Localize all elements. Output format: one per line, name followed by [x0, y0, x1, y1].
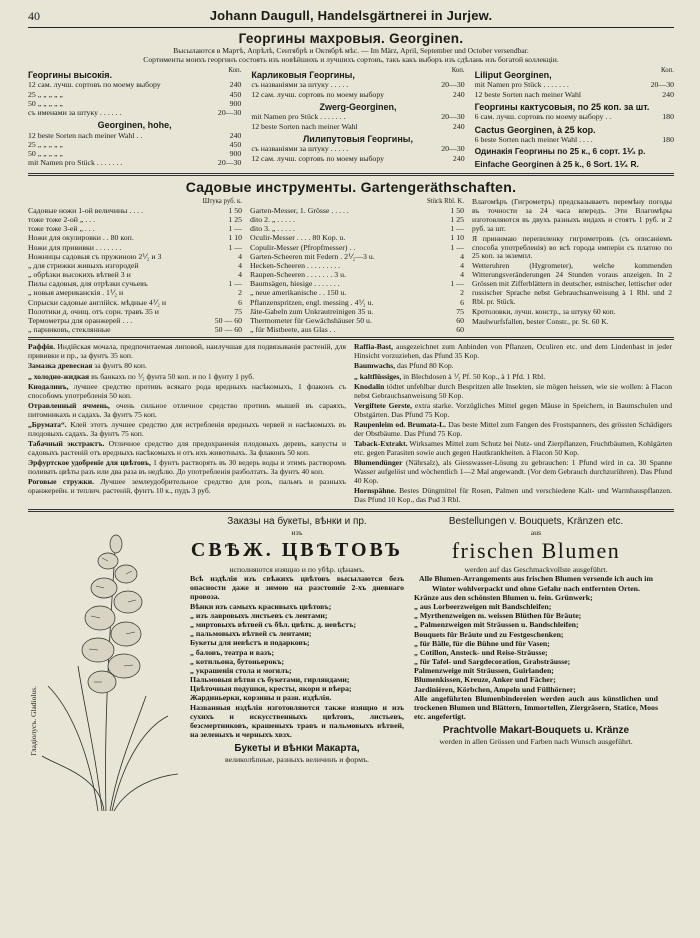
- dahlias-col-2: [251, 67, 464, 170]
- tool-ru-row: [28, 270, 242, 279]
- tool-de-row: [250, 288, 464, 297]
- tool-de-row: [250, 307, 464, 316]
- misc-ru-item: [28, 478, 346, 496]
- tool-de-row-label: „ neue amerikanische . . 150 u.: [250, 288, 347, 298]
- tool-de-row-value: 1 50: [450, 205, 464, 215]
- misc-de-item-text: ausgezeichnet zum Anbinden von Pflanzen, Oculiren etc. und dem Lindenbast in jeder Hinsicht vorzuziehen, das Pfund 35 Kop.: [354, 342, 672, 361]
- tool-ru-row-value: 6: [238, 297, 242, 307]
- misc-de-item: [354, 459, 672, 486]
- tool-de-row: [250, 233, 464, 242]
- tool-de-row-label: Raupen-Scheeren . . . . . . . 3 u.: [250, 270, 346, 280]
- misc-ru-item-text: лучшее средство противъ всякаго рода вредныхъ насѣкомыхъ, 1 флаконъ съ способомъ употребленія 50 коп.: [28, 381, 346, 400]
- de-l8: werden in allen Grössen und Farben nach Wunsch ausgeführt.: [439, 737, 633, 747]
- misc-de-item-title: Vergiftete Gerste,: [354, 400, 413, 410]
- dwarf-ru-row-value: 240: [452, 89, 465, 99]
- misc-ru-item-title: Кнодалинъ,: [28, 381, 69, 391]
- misc-de-item-title: Baumwachs,: [354, 361, 396, 371]
- misc-ru-item-text: Индійская мочала, предпочитаемая липовой, наилучшая для подвязыванія растеній, для прививки и пр., за фунтъ 35 коп.: [28, 342, 346, 361]
- tool-ru-row-value: 1 25: [228, 214, 242, 224]
- misc-de-item: [354, 440, 672, 458]
- tool-de-row-value: 2: [460, 288, 464, 298]
- tool-de-row-label: Oculir-Messer . . . . 80 Kop. u.: [250, 233, 346, 243]
- dahlias-intro-2: Сортименты моихъ георгинъ состоять изъ новѣйшихъ и лучшихъ сортовъ, такъ какъ выборъ изъ сдѣлань изъ богатой коллекціи.: [143, 54, 559, 64]
- dwarf-ru-row-label: 12 сам. лучш. сортовъ по моему выбору: [251, 89, 385, 99]
- tall-title: Георгины высокія.: [28, 69, 113, 80]
- de-offer-line: „ Palmenzweigen mit Sträussen u. Bandschleifen;: [414, 620, 579, 630]
- hohe-row: [28, 149, 241, 158]
- dwarf-ru-row-label: съ названіями за штуку . . . . .: [251, 80, 349, 90]
- tools-c2-head: Stück Rbl. K.: [426, 197, 464, 205]
- misc-de-item: [354, 362, 672, 371]
- misc-de-item-title: Hornspähne.: [354, 486, 396, 496]
- dahlias-intro-1: Высылаются в Мартѣ, Апрѣлѣ, Сентябрѣ и Октябрѣ мѣс. — Im März, April, September und October versendbar.: [173, 45, 529, 55]
- tool-de-row-value: 4: [460, 270, 464, 280]
- tool-ru-row-label: Спрыски садовые англійск. мѣдные 4⅟₂ и: [28, 297, 167, 307]
- single-ru: Одинакія Георгины по 25 к., 6 сорт. 1⅟₄ р.: [474, 146, 646, 157]
- ru-offer-line: „ миртовыхъ вѣтвей съ бѣл. цвѣтк. д. невѣстъ;: [190, 619, 357, 629]
- misc-ru-item-title: Отравленный ячмень,: [28, 400, 110, 410]
- dahlias-columns: [28, 67, 674, 170]
- lilliput-ru-title: Лилипутовыя Георгины,: [302, 133, 413, 144]
- tool-ru-row-value: 50 — 60: [214, 325, 242, 335]
- tool-de-row-label: Pflanzenspritzen, engl. messing . 4⅟₂ u.: [250, 297, 374, 307]
- tool-de-row-label: Copulir-Messer (Pfropfmesser) . .: [250, 242, 356, 252]
- ru-offer-line: „ украшенія стола и могилъ;: [190, 665, 292, 675]
- tool-de-row-label: „ für Mistbeete, aus Glas . .: [250, 325, 336, 335]
- tool-ru-row-value: 1 —: [228, 279, 242, 289]
- tool-de-row-label: Garten-Scheeren mit Federn . 2⅟₂—3 u.: [250, 251, 375, 261]
- tool-de-row-value: 4: [460, 260, 464, 270]
- de-l6: Alle angeführten Blumenbindereien werden auch aus künstlichen und trockenen Blumen und Blättern, Immortellen, Ziergräsern, Statice, Moos etc. angefertigt.: [414, 693, 658, 722]
- de-offer-line: Palmenzweige mit Sträussen, Guirlanden;: [414, 666, 554, 676]
- zwerg-row: [251, 122, 464, 131]
- flowers-section: [28, 516, 674, 816]
- tool-ru-row-label: Садовые ножи 1-ой величины . . . .: [28, 205, 144, 215]
- tools-col-2: [250, 198, 464, 335]
- tool-de-row: [250, 316, 464, 325]
- hohe-title: Georginen, hohe,: [97, 120, 172, 131]
- misc-ru-item: [28, 421, 346, 439]
- misc-de-item-text: extra starke. Vorzügliches Mittel gegen Mäuse in Speichern, in Baumschulen und Obstgärten. Das Pfund 75 Kop.: [354, 400, 673, 419]
- cactus-ru-value: 180: [662, 112, 674, 122]
- ru-offer-line: „ пальмовыхъ вѣтвей съ лентами;: [190, 629, 312, 639]
- lilliput-kop: Коп.: [661, 66, 674, 74]
- misc-ru-item-text: за фунтъ 80 коп.: [92, 361, 147, 371]
- hohe-row-label: 12 beste Sorten nach meiner Wahl . .: [28, 130, 143, 140]
- tall-row-label: 50 „ „ „ „ „: [28, 98, 63, 108]
- tool-ru-row-value: 4: [238, 251, 242, 261]
- tall-row-value: 20—30: [217, 108, 242, 117]
- tool-ru-row-label: Ножи для прививки . . . . . . .: [28, 242, 122, 252]
- tool-de-row: [250, 224, 464, 233]
- tool-ru-row-value: 2: [238, 288, 242, 298]
- lilliput-ru-row-value: 240: [452, 153, 465, 163]
- zwerg-row-value: 20—30: [441, 112, 465, 122]
- tool-ru-row: [28, 307, 242, 316]
- misc-de-item: [354, 343, 672, 361]
- gladiolus-drawing: [28, 516, 186, 816]
- ru-offer-line: Пальмовыя вѣтви съ букетами, гирляндами;: [190, 675, 350, 685]
- misc-columns: [28, 343, 674, 506]
- lilliput-row-value: 240: [662, 89, 674, 99]
- tool-de-row-label: Hecken-Scheeren . . . . . . . . .: [250, 260, 341, 270]
- divider-1: [28, 173, 674, 176]
- tool-de-row: [250, 215, 464, 224]
- tall-kop: Коп.: [228, 66, 242, 74]
- misc-de-item-title: Blumendünger: [354, 458, 403, 468]
- tool-ru-row: [28, 252, 242, 261]
- tool-ru-row: [28, 288, 242, 297]
- tool-de-row: [250, 298, 464, 307]
- tool-ru-row-value: 1 50: [228, 205, 242, 215]
- hygrometer-paragraph: Maulwurfsfallen, bester Constr., pr. St. 60 K.: [472, 317, 609, 327]
- ru-l7: Букеты и вѣнки Макарта,: [234, 743, 360, 755]
- tool-ru-row: [28, 233, 242, 242]
- hohe-row-label: 25 „ „ „ „ „: [28, 139, 63, 149]
- tool-de-row-value: 60: [456, 316, 464, 325]
- flowers-ru: [186, 516, 408, 816]
- misc-de-item-title: „ kaltflüssiges,: [354, 371, 402, 381]
- hygrometer-paragraph: Влагомѣръ (Гигрометръ) предсказываетъ перемѣну погоды въ точности за 24 часа впередъ. Эти Влагомѣры изготовляются въ двухъ разныхъ видахъ и стоятъ 1 руб. и 2 руб. за шт.: [472, 196, 672, 233]
- tool-de-row-label: Baumsägen, hiesige . . . . . . .: [250, 279, 340, 289]
- misc-ru-item-text: очень сильное отличное средство противъ мышей въ сараяхъ, питомникахъ и садахъ. За фунтъ 75 коп.: [28, 400, 347, 419]
- zwerg-row-label: mit Namen pro Stück . . . . . . .: [251, 112, 346, 122]
- tool-de-row-value: 1 —: [450, 242, 464, 252]
- tool-ru-row: [28, 316, 242, 325]
- de-offer-line: „ aus Lorbeerzweigen mit Bandschleifen;: [414, 601, 552, 611]
- tool-ru-row-label: Ножи для окулировки . . 80 коп.: [28, 233, 134, 243]
- tool-ru-row-value: 4: [238, 270, 242, 280]
- tall-row-label: 12 сам. лучш. сортовъ по моему выбору: [28, 80, 161, 90]
- ru-l1: Заказы на букеты, вѣнки и пр.: [227, 516, 367, 528]
- misc-de-item-text: Wirksames Mittel zum Schutz bei Nutz- und Zierpflanzen, Fruchtbäumen, Kohlgärten etc. gegen Parasiten sowie auch gegen Hautkrankheiten. à Flacon 50 Kop.: [354, 439, 672, 457]
- tool-ru-row: [28, 206, 242, 215]
- tool-ru-row-label: тоже тоже 3-ей „ . . .: [28, 224, 95, 234]
- tool-ru-row: [28, 261, 242, 270]
- tool-ru-row-value: 1 —: [228, 242, 242, 252]
- tool-de-row-value: 6: [460, 297, 464, 307]
- tool-de-row-value: 4: [460, 251, 464, 261]
- hohe-row-label: mit Namen pro Stück . . . . . . .: [28, 158, 123, 168]
- gladiolus-illustration: [28, 516, 186, 816]
- tool-ru-row-label: „ обрѣзки высокихъ вѣтвей 3 и: [28, 270, 131, 280]
- tall-row: [28, 90, 241, 99]
- single-de: Einfache Georginen à 25 k., 6 Sort. 1⅟₄ R.: [474, 159, 639, 170]
- misc-ru-item-text: Клей этотъ лучшее средство для истребленія вредныхъ червей и насѣкомыхъ въ плодовыхъ садахъ. За фунтъ 75 коп.: [28, 419, 346, 438]
- misc-right: [354, 343, 672, 506]
- lilliput-ru-row: [251, 154, 464, 163]
- divider-3: [28, 509, 674, 512]
- misc-de-item: [354, 402, 672, 420]
- page-number: 40: [28, 9, 40, 23]
- ru-offer-line: „ котильона, бутоньерокъ;: [190, 656, 285, 666]
- dahlias-col-3: [475, 67, 674, 170]
- lilliput-ru-row: [251, 144, 464, 153]
- misc-ru-item-text: въ банкахъ по ⅟₂ фунта 50 коп. и по 1 фунту 1 руб.: [89, 371, 254, 381]
- zwerg-row-value: 240: [452, 121, 465, 131]
- misc-de-item-text: tödtet unfehlbar durch Bespritzen alle Insekten, sie mögen heissen, wie sie wollen: à Flacon nebst Gebrauchsanweisung 50 Kop.: [354, 381, 672, 400]
- cactus-value: 180: [662, 135, 674, 145]
- de-l3: frischen Blumen: [451, 538, 621, 564]
- zwerg-title: Zwerg-Georginen,: [319, 101, 397, 112]
- tool-de-row: [250, 279, 464, 288]
- ru-offer-line: „ изъ лавровыхъ листьевъ съ лентами;: [190, 610, 328, 620]
- misc-ru-item-title: Роговые стружки.: [28, 477, 95, 487]
- zwerg-row: [251, 112, 464, 121]
- dwarf-ru-row: [251, 90, 464, 99]
- tool-de-row-label: Garten-Messer, 1. Grösse . . . . .: [250, 205, 349, 215]
- lilliput-row-label: mit Namen pro Stück . . . . . . .: [474, 80, 569, 90]
- misc-ru-item-title: Эрфуртское удобреніе для цвѣтовъ,: [28, 458, 151, 468]
- tools-title: Садовые инструменты. Gartengeräthschaften.: [185, 179, 517, 196]
- de-l4: werden auf das Geschmackvollste ausgeführt.: [464, 565, 608, 575]
- ru-l4: исполняются изящно и по убѣр. цѣнамъ.: [229, 564, 365, 574]
- de-offer-line: „ Cotillon, Ansteck- und Reise-Sträusse;: [414, 647, 548, 657]
- misc-ru-item: [28, 402, 346, 420]
- de-offer-line: Bouquets für Bräute und zu Festgeschenken;: [414, 629, 564, 639]
- tools-col-1: [28, 198, 242, 335]
- tool-de-row-value: 1 —: [450, 224, 464, 234]
- tool-ru-row-value: 1 10: [228, 233, 242, 243]
- de-offer-line: „ für Bälle, für die Bühne und für Vasen;: [414, 638, 550, 648]
- misc-de-item-text: (Nährsalz), als Giesswasser-Lösung zu gebrauchen: 1 Pfund wird in ca. 30 Spanne Wasser aufgelöst und wöchentlich 1—2 Mal angewandt. (Vor dem Gebrauch durchzurühren). Das Pfund 40 Kop.: [354, 458, 672, 486]
- tool-ru-row-label: Термометры для оранжерей . . .: [28, 316, 133, 325]
- tool-ru-row-label: Пилы садовыя, для отрѣзки сучьевъ: [28, 279, 148, 289]
- cactus-sub: 6 beste Sorten nach meiner Wahl . . . .: [474, 135, 593, 145]
- misc-de-item-text: Bestes Düngmittel für Rosen, Palmen und verschiedene Kalt- und Warmhauspflanzen. Das Pfund 10 Kop., das Pud 3 Rbl.: [354, 486, 672, 505]
- misc-left: [28, 343, 346, 506]
- tool-de-row: [250, 243, 464, 252]
- tool-de-row-value: 75: [456, 306, 464, 316]
- hohe-row: [28, 131, 241, 140]
- tool-de-row-value: 1 —: [450, 279, 464, 289]
- misc-ru-item-title: Замазка древесная: [28, 361, 93, 371]
- zwerg-row-label: 12 beste Sorten nach meiner Wahl: [251, 121, 358, 131]
- de-l7: Prachtvolle Makart-Bouquets u. Kränze: [442, 725, 630, 737]
- flowers-de: [408, 516, 658, 816]
- misc-de-item: [354, 383, 672, 401]
- tall-row-value: 450: [229, 89, 242, 99]
- lilliput-title: Liliput Georginen,: [474, 69, 552, 80]
- ru-l2: изъ: [291, 528, 303, 538]
- tool-de-row-label: Jäte-Gabeln zum Unkrautreinigen 35 u.: [250, 306, 374, 316]
- hohe-row-label: 50 „ „ „ „ „: [28, 149, 63, 159]
- tool-ru-row: [28, 215, 242, 224]
- misc-de-item: [354, 373, 672, 382]
- dwarf-ru-row: [251, 80, 464, 89]
- hygrometer-paragraph: Я принимаю перепиленку гигрометровъ (съ описаніемъ способа употребленія) во всѣ города имперіи съ платою по 25 коп. за экземпл.: [472, 233, 672, 261]
- tool-ru-row-value: 1 —: [228, 224, 242, 234]
- tall-row-label: съ именами за штуку . . . . . .: [28, 108, 122, 117]
- tools-c1-head: Штука руб. к.: [202, 197, 242, 205]
- tools-columns: [28, 198, 674, 335]
- lilliput-ru-row-label: съ названіями за штуку . . . . .: [251, 144, 349, 154]
- cactus-title: Cactus Georginen, à 25 kop.: [474, 124, 596, 135]
- tool-ru-row: [28, 298, 242, 307]
- de-l2: aus: [530, 528, 542, 538]
- lilliput-row: [475, 80, 674, 89]
- lilliput-ru-row-value: 20—30: [441, 144, 465, 154]
- tall-row-value: 240: [229, 80, 242, 90]
- misc-ru-item-title: Табачный экстрактъ.: [28, 439, 105, 449]
- tool-ru-row: [28, 325, 242, 334]
- ru-offer-line: Жардиньерки, корзины и разн. издѣлія.: [190, 693, 332, 703]
- misc-ru-item: [28, 440, 346, 458]
- tool-de-row-value: 60: [456, 325, 464, 335]
- ru-l6: Названныя издѣлія изготовляются также изящно и изъ сухихъ и искусственныхъ цвѣтовъ, листьевъ, безсмертниковъ, крашеныхъ травъ и пальмовыхъ вѣтвей, на зеленыхъ и черныхъ хвзх.: [190, 702, 404, 740]
- gladiolus-caption: Гладіолусъ. Gladiolus.: [29, 686, 38, 757]
- misc-ru-item: [28, 362, 346, 371]
- dwarf-ru-title: Карликовыя Георгины,: [251, 69, 355, 80]
- de-offer-line: Blumenkissen, Kreuze, Anker und Fächer;: [414, 675, 556, 685]
- de-offer-line: Kränze aus den schönsten Blumen u. fein. Grünwerk;: [414, 592, 593, 602]
- misc-ru-item-title: Раффія.: [28, 342, 56, 352]
- tall-row-label: 25 „ „ „ „ „: [28, 89, 63, 99]
- tool-de-row-label: dito 2. „ . . . . .: [250, 214, 295, 224]
- misc-de-item-text: in Blechdosen à ⅟₂ Pf. 50 Kop., à 1 Pfd. 1 Rbl.: [401, 371, 546, 381]
- de-offer-line: Jardinièren, Körbchen, Ampeln und Füllhörner;: [414, 684, 576, 694]
- de-l1: Bestellungen v. Bouquets, Kränzen etc.: [448, 516, 624, 528]
- lilliput-ru-row-label: 12 сам. лучш. сортовъ по моему выбору: [251, 153, 385, 163]
- misc-de-item-text: das Pfund 80 Kop.: [395, 361, 454, 371]
- hohe-row: [28, 140, 241, 149]
- page-header: [28, 8, 674, 28]
- misc-ru-item-text: Лучшее землеудобрительное средство для розъ, пальмъ и разныхъ оранжерейн. и теплич. растеній, фунтъ 10 к., пудъ 3 руб.: [28, 477, 346, 496]
- tall-row: [28, 80, 241, 89]
- de-offer-line: „ Myrthenzweigen m. weissen Blüthen für Bräute;: [414, 611, 582, 621]
- misc-ru-item: [28, 343, 346, 361]
- misc-de-item-title: Knodalin: [354, 381, 385, 391]
- misc-ru-item: [28, 383, 346, 401]
- ru-offer-line: Букеты для невѣстъ и подарковъ;: [190, 638, 310, 648]
- ru-l5: Всѣ издѣлія изъ свѣжихъ цвѣтовъ высылаются безъ опасности даже и зимою на разстояніе 2-хъ дневнаго провоза.: [190, 574, 404, 602]
- misc-de-item-title: Taback-Extrakt.: [354, 439, 408, 449]
- tool-ru-row-label: „ для стрижки живыхъ изгородей: [28, 260, 139, 270]
- tall-row: [28, 108, 241, 117]
- misc-de-item-title: Raffia-Bast,: [354, 342, 394, 352]
- cactus-ru-title: Георгины кактусовыя, по 25 коп. за шт.: [474, 101, 650, 112]
- de-l5: Alle Blumen-Arrangements aus frischen Blumen versende ich auch im Winter wohlverpackt und ohne Gefahr nach entfernten Orten.: [419, 574, 653, 593]
- tool-de-row: [250, 252, 464, 261]
- misc-de-item-text: Das beste Mittel zum Fangen des Frostspanners, des grössten Schädigers der Obstbäume. Das Pfund 75 Kop.: [354, 419, 672, 438]
- misc-ru-item-title: „ холодно-жидкая: [28, 371, 90, 381]
- tool-ru-row: [28, 279, 242, 288]
- misc-de-item: [354, 421, 672, 439]
- hohe-row: [28, 158, 241, 167]
- tool-de-row-value: 1 25: [450, 214, 464, 224]
- tool-ru-row-label: Полотики д. очищ. отъ сорн. травъ 35 и: [28, 306, 159, 316]
- hohe-row-value: 450: [229, 139, 242, 149]
- misc-de-item: [354, 487, 672, 505]
- tall-row: [28, 99, 241, 108]
- tool-de-row: [250, 325, 464, 334]
- hygrometer-paragraph: Кротоловки, лучш. констр., за штуку 60 коп.: [472, 307, 616, 317]
- tool-ru-row-label: „ новыя американскія . 1⅟₂ и: [28, 288, 124, 298]
- tool-de-row-label: Thermometer für Gewächshäuser 50 u.: [250, 316, 372, 325]
- divider-2: [28, 337, 674, 340]
- tool-de-row: [250, 206, 464, 215]
- misc-ru-item-text: 1 фунтъ растворять въ 30 ведерь воды и этимъ растворомъ поливать цвѣты разъ или два раза въ недѣлю. До употребленія разболтать. За фунтъ 40 коп.: [28, 458, 346, 477]
- ru-offer-line: Цвѣточныя подушки, кресты, якори и вѣера;: [190, 684, 352, 694]
- tool-ru-row-label: „ парниковъ, стеклянные: [28, 325, 111, 335]
- hygrometer-paragraph: Wetteruhren (Hygrometer), welche kommenden Witterungsveränderungen 24 Stunden voraus anzeigen. In 2 Grössen mit Zifferblättern in deutscher, estnischer, lettischer oder russischer Sprache nebst Gebrauchsanweisung à 1 Rbl. und 2 Rbl. pr. Stück.: [472, 261, 672, 307]
- hohe-row-value: 240: [229, 130, 242, 140]
- hohe-row-value: 900: [229, 149, 242, 159]
- tools-col-3: [472, 198, 672, 335]
- dahlias-col-1: [28, 67, 241, 170]
- tool-ru-row-label: тоже тоже 2-ой „ . . .: [28, 214, 96, 224]
- tool-ru-row: [28, 224, 242, 233]
- ru-offer-line: „ баловъ, театра и вазъ;: [190, 647, 275, 657]
- misc-ru-item-text: Отличное средство для предохраненія плодовыхъ деревъ, капусты и садовыхъ растеній отъ вредныхъ насѣкомыхъ и отъ ихъ животныхъ. За флаконъ 50 коп.: [28, 439, 347, 457]
- tool-ru-row-value: 4: [238, 260, 242, 270]
- misc-ru-item-title: „Брумата“.: [28, 419, 67, 429]
- dahlias-title: Георгины махровыя. Georginen.: [238, 31, 464, 46]
- hohe-row-value: 20—30: [217, 158, 242, 168]
- lilliput-row-label: 12 beste Sorten nach meiner Wahl: [474, 89, 582, 99]
- misc-ru-item: [28, 373, 346, 382]
- tool-ru-row-value: 75: [234, 306, 242, 316]
- ru-l8: великолѣпные, разныхъ величинъ и формъ.: [224, 755, 370, 765]
- tool-de-row-label: dito 3. „ . . . . .: [250, 224, 295, 234]
- misc-de-item-title: Raupenleim od. Brumata-L.: [354, 419, 447, 429]
- page-title: Johann Daugull, Handelsgärtnerei in Jurjew.: [209, 8, 493, 23]
- dwarf-ru-row-value: 20—30: [441, 80, 465, 90]
- tool-de-row: [250, 270, 464, 279]
- lilliput-row: [475, 90, 674, 99]
- tool-de-row: [250, 261, 464, 270]
- tool-ru-row: [28, 243, 242, 252]
- tool-de-row-value: 1 10: [450, 233, 464, 243]
- dwarf-ru-kop: Коп.: [451, 66, 465, 74]
- ru-l3: СВѢЖ. ЦВѢТОВЪ: [190, 539, 404, 562]
- lilliput-row-value: 20—30: [650, 80, 674, 90]
- ru-offer-line: Вѣнки изъ самыхъ красивыхъ цвѣтовъ;: [190, 601, 332, 611]
- de-offer-line: „ für Tafel- und Sargdecoration, Grabsträusse;: [414, 657, 571, 667]
- tool-ru-row-label: Ножницы садовыя съ пружиною 2⅟₂ и 3: [28, 251, 162, 261]
- tall-row-value: 900: [229, 98, 242, 108]
- misc-ru-item: [28, 459, 346, 477]
- tool-ru-row-value: 50 — 60: [214, 316, 242, 325]
- cactus-ru-sub: 6 сам. лучш. сортовъ по моему выбору . .: [474, 112, 612, 122]
